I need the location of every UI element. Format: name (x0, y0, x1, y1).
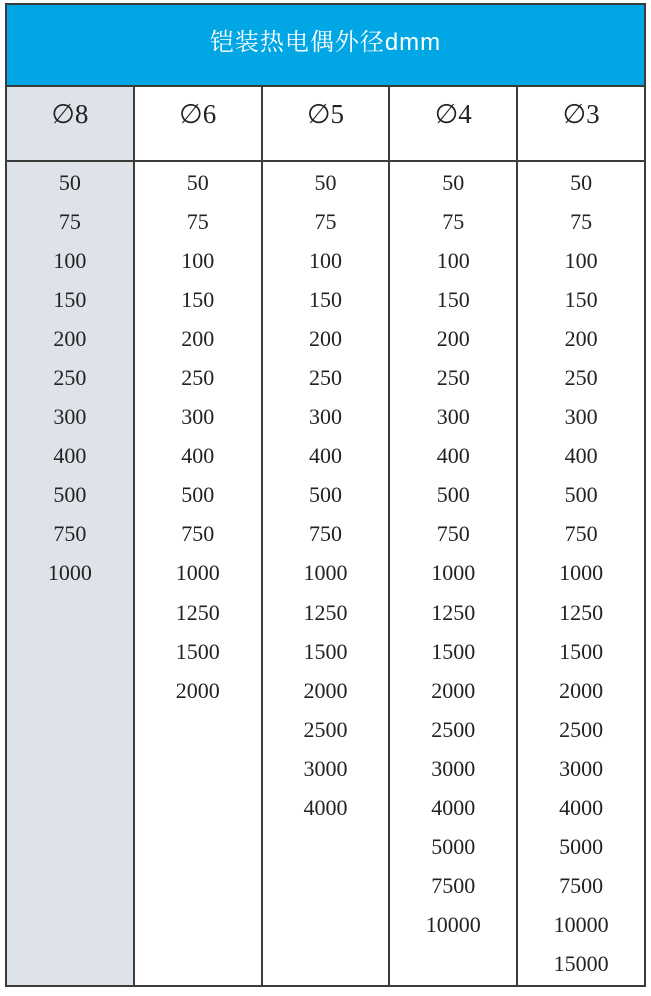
table-cell: 750 (564, 521, 598, 547)
table-cell: 400 (564, 443, 598, 469)
column-header-4: ∅4 (390, 87, 518, 160)
table-cell: 200 (436, 325, 470, 351)
table-cell: 250 (436, 365, 470, 391)
table-cell: 1000 (559, 560, 604, 586)
table-cell: 200 (308, 325, 342, 351)
table-cell: 250 (308, 365, 342, 391)
table-cell: 4000 (303, 795, 348, 821)
table-cell: 750 (181, 521, 215, 547)
table-cell: 2500 (559, 716, 604, 742)
table-cell: 200 (53, 325, 87, 351)
table-cell: 200 (181, 325, 215, 351)
table-cell: 2000 (303, 677, 348, 703)
column-values-1 (7, 162, 135, 985)
table-cell: 10000 (425, 912, 481, 938)
table-cell: 100 (308, 247, 342, 273)
column-header-1: ∅8 (7, 87, 135, 160)
table-cell: 3000 (559, 755, 604, 781)
table-cell: 100 (53, 247, 87, 273)
table-cell: 50 (570, 169, 593, 195)
table-cell: 1000 (47, 560, 92, 586)
table-cell: 4000 (559, 795, 604, 821)
table-cell: 1000 (175, 560, 220, 586)
table-cell: 50 (186, 169, 209, 195)
table-cell: 7500 (431, 873, 476, 899)
column-values-2 (135, 162, 263, 985)
table-cell: 1500 (303, 638, 348, 664)
table-cell: 150 (564, 286, 598, 312)
table-title-banner (7, 5, 644, 87)
table-cell: 1250 (559, 599, 604, 625)
table-cell: 300 (181, 404, 215, 430)
table-cell: 7500 (559, 873, 604, 899)
table-cell: 500 (181, 482, 215, 508)
table-cell: 400 (436, 443, 470, 469)
table-cell: 50 (58, 169, 81, 195)
table-cell: 2000 (431, 677, 476, 703)
table-cell: 500 (308, 482, 342, 508)
table-cell: 4000 (431, 795, 476, 821)
column-header-5: ∅3 (562, 99, 600, 129)
table-cell: 1500 (559, 638, 604, 664)
table-cell: 1500 (175, 638, 220, 664)
table-cell: 150 (181, 286, 215, 312)
table-cell: 15000 (553, 951, 609, 977)
table-cell: 150 (308, 286, 342, 312)
table-cell: 100 (564, 247, 598, 273)
table-cell: 75 (570, 208, 593, 234)
table-cell: 50 (314, 169, 337, 195)
table-cell: 500 (564, 482, 598, 508)
table-cell: 2500 (303, 716, 348, 742)
table-cell: 5000 (559, 834, 604, 860)
table-cell: 1250 (175, 599, 220, 625)
table-body-row (7, 162, 644, 985)
table-cell: 300 (308, 404, 342, 430)
table-cell: 2500 (431, 716, 476, 742)
table-cell: 75 (314, 208, 337, 234)
table-cell: 750 (308, 521, 342, 547)
table-cell: 750 (53, 521, 87, 547)
spec-table (5, 3, 646, 987)
table-cell: 75 (442, 208, 465, 234)
column-values-5 (518, 162, 644, 985)
table-cell: 2000 (175, 677, 220, 703)
table-cell: 250 (53, 365, 87, 391)
table-cell: 300 (53, 404, 87, 430)
table-cell: 5000 (431, 834, 476, 860)
table-cell: 150 (436, 286, 470, 312)
table-cell: 1250 (431, 599, 476, 625)
table-title: 铠装热电偶外径dmm (209, 28, 442, 56)
table-cell: 1000 (431, 560, 476, 586)
table-cell: 2000 (559, 677, 604, 703)
table-cell: 500 (436, 482, 470, 508)
table-cell: 250 (181, 365, 215, 391)
table-cell: 300 (564, 404, 598, 430)
table-cell: 3000 (431, 755, 476, 781)
table-cell: 3000 (303, 755, 348, 781)
column-header-row (7, 87, 644, 162)
table-cell: 750 (436, 521, 470, 547)
table-cell: 75 (186, 208, 209, 234)
table-cell: 250 (564, 365, 598, 391)
table-cell: 500 (53, 482, 87, 508)
table-cell: 75 (58, 208, 81, 234)
column-values-3 (263, 162, 391, 985)
table-cell: 400 (308, 443, 342, 469)
table-cell: 300 (436, 404, 470, 430)
table-cell: 150 (53, 286, 87, 312)
table-cell: 400 (181, 443, 215, 469)
table-cell: 1000 (303, 560, 348, 586)
table-cell: 400 (53, 443, 87, 469)
table-cell: 50 (442, 169, 465, 195)
table-cell: 200 (564, 325, 598, 351)
table-cell: 1250 (303, 599, 348, 625)
table-cell: 1500 (431, 638, 476, 664)
table-cell: 10000 (553, 912, 609, 938)
column-values-4 (390, 162, 518, 985)
table-cell: 100 (436, 247, 470, 273)
column-header-2: ∅6 (135, 87, 263, 160)
table-cell: 100 (181, 247, 215, 273)
column-header-3: ∅5 (263, 87, 391, 160)
